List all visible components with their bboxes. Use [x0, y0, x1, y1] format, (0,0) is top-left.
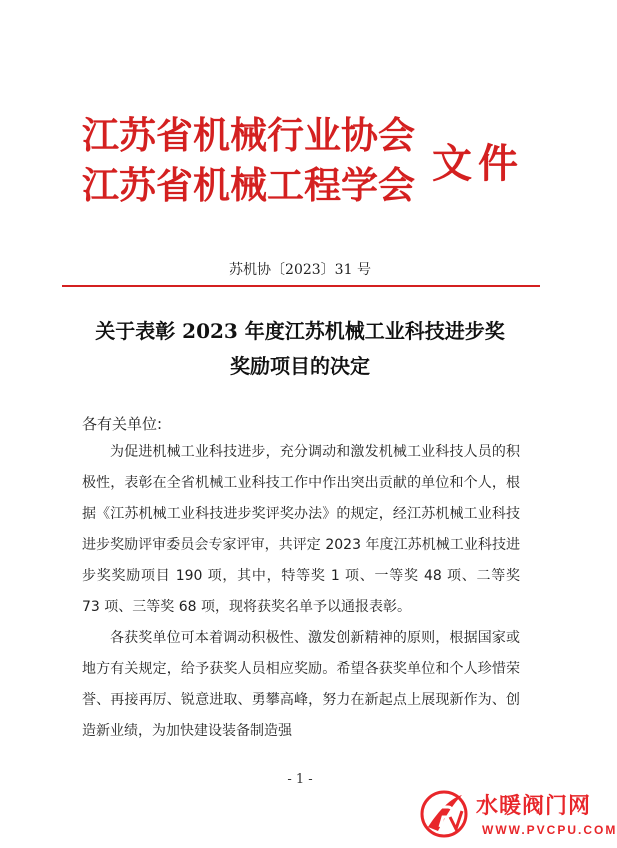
header-divider [62, 285, 540, 287]
document-body [82, 437, 520, 747]
body-paragraph-2: 各获奖单位可本着调动积极性、激发创新精神的原则，根据国家或地方有关规定，给予获奖人员相应奖励。希望各获奖单位和个人珍惜荣誉、再接再厉、锐意进取、勇攀高峰，努力在新起点上展现新作为、创造新业绩，为加快建设装备制造强 [82, 630, 520, 739]
watermark-site-name: 水暖阀门网 [476, 794, 592, 819]
page-number: - 1 - [287, 772, 313, 787]
issuing-organizations [82, 110, 415, 210]
title-line-2: 奖励项目的决定 [230, 354, 370, 378]
document-title [0, 314, 600, 384]
org-name-1: 江苏省机械行业协会 [82, 113, 415, 157]
watermark-url: WWW.PVCPU.COM [482, 823, 617, 837]
salutation: 各有关单位: [82, 415, 163, 433]
pv-logo-icon [418, 787, 470, 841]
document-number: 苏机协〔2023〕31 号 [229, 262, 371, 278]
body-paragraph-1: 为促进机械工业科技进步，充分调动和激发机械工业科技人员的积极性，表彰在全省机械工业科技工作中作出突出贡献的单位和个人，根据《江苏机械工业科技进步奖评奖办法》的规定，经江苏机械工业科技进步奖励评审委员会专家评审，共评定 2023 年度江苏机械工业科技进步奖奖励项目 190 项，其中，特等奖 1 项、一等奖 48 项、二等奖 73 项、三等奖 68 项，现将获奖名单予以通报表彰。 [82, 444, 520, 615]
site-watermark [418, 785, 617, 845]
document-type-label: 文件 [432, 140, 524, 187]
org-name-2: 江苏省机械工程学会 [82, 163, 415, 207]
title-line-1: 关于表彰 2023 年度江苏机械工业科技进步奖 [95, 319, 505, 343]
